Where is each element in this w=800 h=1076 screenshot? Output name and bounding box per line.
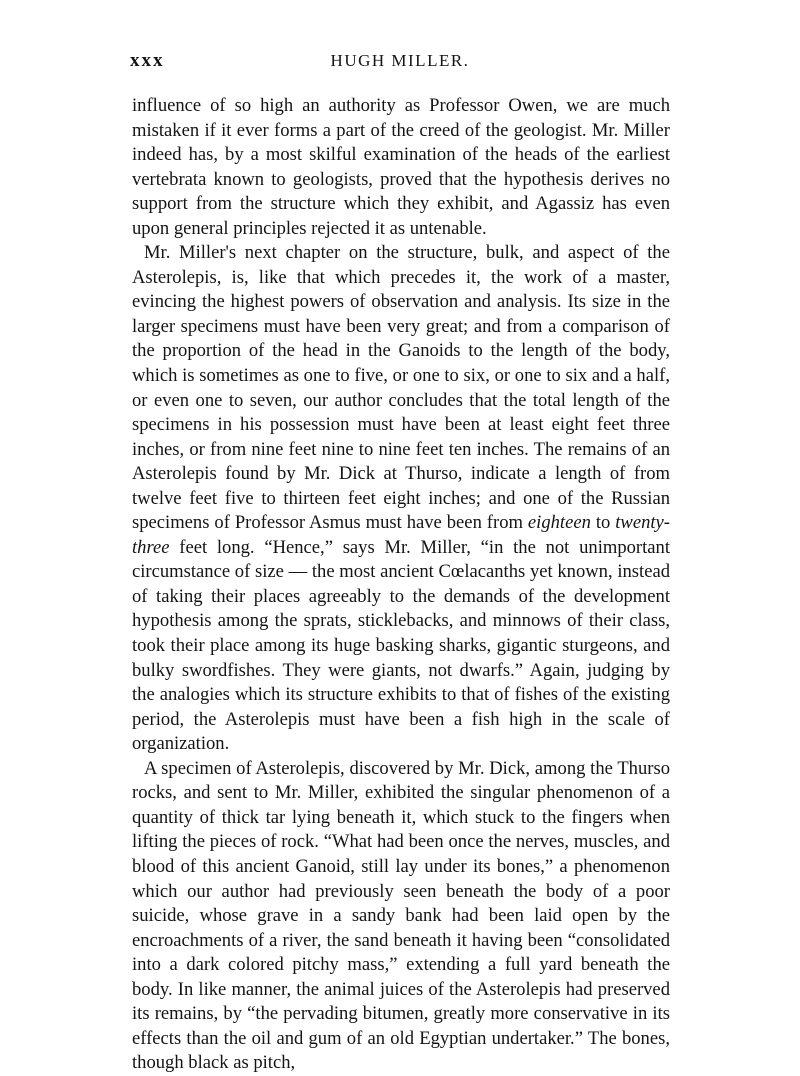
italic-run: twenty-three — [132, 512, 670, 558]
text-run: influence of so high an authority as Professor Owen, we are much mistaken if it ever forms a part of the creed of the geologist. Mr. Miller indeed has, by a most skilful examination of the heads of the earliest vertebrata known to geologists, proved that the hypothesis derives no support from the structure which they exhibit, and Agassiz has even upon general principles rejected it as untenable. — [132, 95, 670, 239]
text-run: to — [590, 512, 616, 534]
paragraph-2 — [132, 241, 670, 756]
text-run: Mr. Miller's next chapter on the structure, bulk, and aspect of the Asterolepis, is, like that which precedes it, the work of a master, evincing the highest powers of observation and analysis. Its size in the larger specimens must have been very great; and from a comparison of the proportion of the head in the Ganoids to the length of the body, which is sometimes as one to five, or one to six, or one to six and a half, or even one to seven, our author concludes that the total length of the specimens in his possession must have been at least eight feet three inches, or from nine feet nine to nine feet ten inches. The remains of an Asterolepis found by Mr. Dick at Thurso, indicate a length of from twelve feet five to thirteen feet eight inches; and one of the Russian specimens of Professor Asmus must have been from — [132, 242, 670, 534]
page-number: xxx — [130, 50, 165, 71]
running-title: HUGH MILLER. — [330, 51, 470, 70]
paragraph-1 — [132, 94, 670, 241]
body-text — [132, 94, 670, 1076]
text-run: A specimen of Asterolepis, discovered by Mr. Dick, among the Thurso rocks, and sent to Mr. Miller, exhibited the singular phenomenon of a quantity of thick tar lying beneath it, which stuck to the fingers when lifting the pieces of rock. “What had been once the nerves, muscles, and blood of this ancient Ganoid, still lay under its bones,” a phenomenon which our author had previously seen beneath the body of a poor suicide, whose grave in a sandy bank had been laid open by the encroachments of a river, the sand beneath it having been “consolidated into a dark colored pitchy mass,” extending a full yard beneath the body. In like manner, the animal juices of the Asterolepis had preserved its remains, by “the pervading bitumen, greatly more conservative in its effects than the oil and gum of an old Egyptian undertaker.” The bones, though black as pitch, — [132, 757, 670, 1074]
paragraph-3 — [132, 757, 670, 1076]
italic-run: eighteen — [527, 512, 591, 534]
text-run: feet long. “Hence,” says Mr. Miller, “in the not unimportant circumstance of size — the most ancient Cœlacanths yet known, instead of taking their places agreeably to the demands of the development hypothesis among the sprats, sticklebacks, and minnows of their class, took their place among its huge basking sharks, gigantic sturgeons, and bulky swordfishes. They were giants, not dwarfs.” Again, judging by the analogies which its structure exhibits to that of fishes of the existing period, the Asterolepis must have been a fish high in the scale of organization. — [132, 536, 670, 755]
running-head — [130, 50, 670, 76]
